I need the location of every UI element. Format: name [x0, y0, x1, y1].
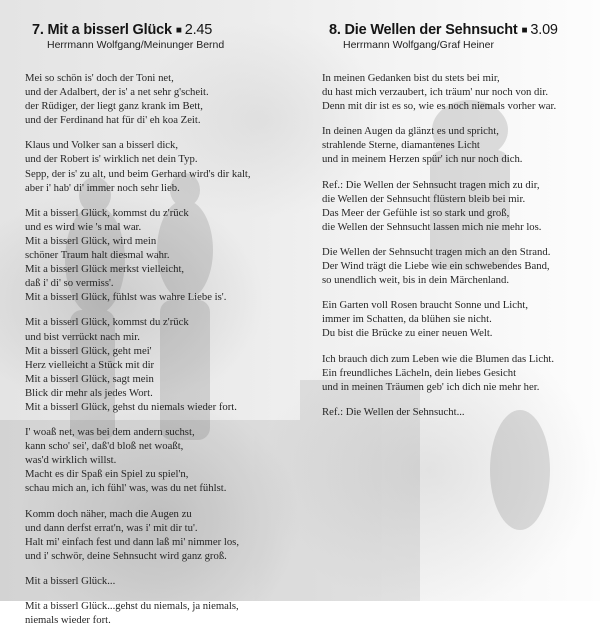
lyrics-line: Mit a bisserl Glück...gehst du niemals, ja niemals,: [25, 600, 239, 612]
lyrics-line: Mit a bisserl Glück, wird mein: [25, 234, 157, 247]
lyrics-stanza: [322, 124, 597, 166]
lyrics-line: und der Ferdinand hat für di' eh koa Zeit.: [25, 114, 201, 127]
lyrics-line: Blick dir mehr als jedes Wort.: [25, 386, 153, 399]
lyrics-line: die Wellen der Sehnsucht lassen mich nie mehr los.: [322, 220, 542, 233]
lyrics-line: der Rüdiger, der liegt ganz krank im Bett,: [25, 100, 203, 113]
lyrics-line: Mit a bisserl Glück, sagt mein: [25, 372, 154, 385]
lyrics-line: strahlende Sterne, diamantenes Licht: [322, 139, 480, 152]
lyrics-line: daß i' di' so vermiss'.: [25, 277, 114, 290]
square-bullet-icon: ■: [521, 25, 528, 36]
lyrics-line: Mit a bisserl Glück...: [25, 574, 116, 587]
lyrics-line: Sepp, der is' zu alt, und beim Gerhard wird's dir kalt,: [25, 167, 251, 180]
lyrics-line: und in meinen Träumen geb' ich dich nie mehr her.: [322, 380, 540, 393]
lyrics-stanza: [25, 425, 300, 495]
lyrics-line: und i' schwör, deine Sehnsucht wird ganz groß.: [25, 549, 227, 562]
lyrics-stanza: [322, 405, 597, 419]
lyrics-line: du hast mich verzaubert, ich träum' nur noch von dir.: [322, 86, 549, 99]
lyrics-line: so unendlich weit, bis in dein Märchenland.: [322, 274, 509, 287]
lyrics-line: Die Wellen der Sehnsucht tragen mich an den Strand.: [322, 245, 551, 258]
lyrics-line: Mit a bisserl Glück, geht mei': [25, 344, 152, 357]
lyrics-line: die Wellen der Sehnsucht flüstern bleib bei mir.: [322, 192, 526, 205]
lyrics-line: Ref.: Die Wellen der Sehnsucht tragen mich zu dir,: [322, 178, 540, 191]
lyrics-line: Mit a bisserl Glück merkst vielleicht,: [25, 263, 185, 276]
lyrics-line: und der Robert is' wirklich net dein Typ.: [25, 153, 198, 166]
lyrics-line: schöner Traum halt diesmal wahr.: [25, 249, 170, 262]
song-authors: Herrmann Wolfgang/Meinunger Bernd: [47, 39, 225, 51]
lyrics-line: und es wird wie 's mal war.: [25, 220, 142, 233]
lyrics-line: Mit a bisserl Glück, gehst du niemals wieder fort.: [25, 400, 237, 413]
lyrics-line: Das Meer der Gefühle ist so stark und groß,: [322, 206, 510, 219]
lyrics-line: Komm doch näher, mach die Augen zu: [25, 507, 192, 520]
lyrics-line: und dann derfst errat'n, was i' mit dir tu'.: [25, 521, 198, 534]
song-title: [329, 22, 558, 38]
song-authors: Herrmann Wolfgang/Graf Heiner: [343, 39, 494, 51]
lyrics-line: und bist verrückt nach mir.: [25, 330, 140, 343]
lyrics-stanza: [25, 138, 300, 194]
lyrics-stanza: [25, 507, 300, 563]
lyrics-line: Mit a bisserl Glück, kommst du z'rück: [25, 206, 189, 219]
song-title-text: 7. Mit a bisserl Glück: [32, 22, 172, 38]
lyrics-stanza: [322, 71, 597, 113]
lyrics-line: niemals wieder fort.: [25, 614, 111, 627]
lyrics-line: In meinen Gedanken bist du stets bei mir,: [322, 72, 500, 84]
lyrics-line: Halt mi' einfach fest und dann laß mi' nimmer los,: [25, 535, 239, 548]
lyrics-line: Ich brauch dich zum Leben wie die Blumen das Licht.: [322, 352, 555, 365]
lyrics-line: In deinen Augen da glänzt es und spricht,: [322, 125, 499, 138]
song-lyrics: [322, 71, 597, 430]
lyrics-stanza: [25, 206, 300, 305]
square-bullet-icon: ■: [175, 25, 182, 36]
lyrics-stanza: [322, 352, 597, 394]
lyrics-line: I' woaß net, was bei dem andern suchst,: [25, 426, 195, 439]
lyrics-line: Klaus und Volker san a bisserl dick,: [25, 139, 179, 152]
lyrics-line: schau mich an, ich fühl' was, was du net fühlst.: [25, 482, 227, 495]
lyrics-stanza: [322, 298, 597, 340]
lyrics-stanza: [25, 599, 300, 627]
song-title-text: 8. Die Wellen der Sehnsucht: [329, 22, 518, 38]
lyrics-line: und der Adalbert, der is' a net sehr g'scheit.: [25, 86, 209, 99]
lyrics-line: Ein Garten voll Rosen braucht Sonne und Licht,: [322, 299, 528, 312]
lyrics-line: und in meinem Herzen spür' ich nur noch dich.: [322, 153, 523, 166]
lyrics-line: Der Wind trägt die Liebe wie ein schwebendes Band,: [322, 260, 550, 273]
song-lyrics: [25, 71, 300, 638]
song-duration: 3.09: [530, 22, 558, 38]
lyrics-line: Mit a bisserl Glück, fühlst was wahre Liebe is'.: [25, 291, 227, 304]
lyrics-stanza: [25, 315, 300, 414]
lyrics-line: was'd wirklich willst.: [25, 454, 117, 467]
lyrics-line: Mit a bisserl Glück, kommst du z'rück: [25, 316, 189, 329]
lyrics-line: immer im Schatten, da blühen sie nicht.: [322, 313, 492, 326]
lyrics-line: Du bist die Brücke zu einer neuen Welt.: [322, 327, 493, 340]
lyrics-line: aber i' hab' di' immer noch sehr lieb.: [25, 181, 180, 194]
song-title: [32, 22, 212, 38]
lyrics-line: Denn mit dir ist es so, wie es noch niemals vorher war.: [322, 100, 557, 113]
lyrics-line: Mei so schön is' doch der Toni net,: [25, 72, 174, 84]
lyrics-stanza: [25, 71, 300, 127]
lyrics-stanza: [322, 178, 597, 234]
lyrics-line: kann scho' sei', daß'd bloß net woaßt,: [25, 440, 184, 453]
lyrics-stanza: [25, 574, 300, 588]
song-duration: 2.45: [184, 22, 213, 38]
lyrics-line: Ein freundliches Lächeln, dein liebes Gesicht: [322, 366, 517, 379]
lyrics-stanza: [322, 245, 597, 287]
lyrics-line: Macht es dir Spaß ein Spiel zu spiel'n,: [25, 468, 189, 481]
lyrics-line: Herz vielleicht a Stück mit dir: [25, 358, 155, 371]
lyrics-line: Ref.: Die Wellen der Sehnsucht...: [322, 405, 465, 418]
